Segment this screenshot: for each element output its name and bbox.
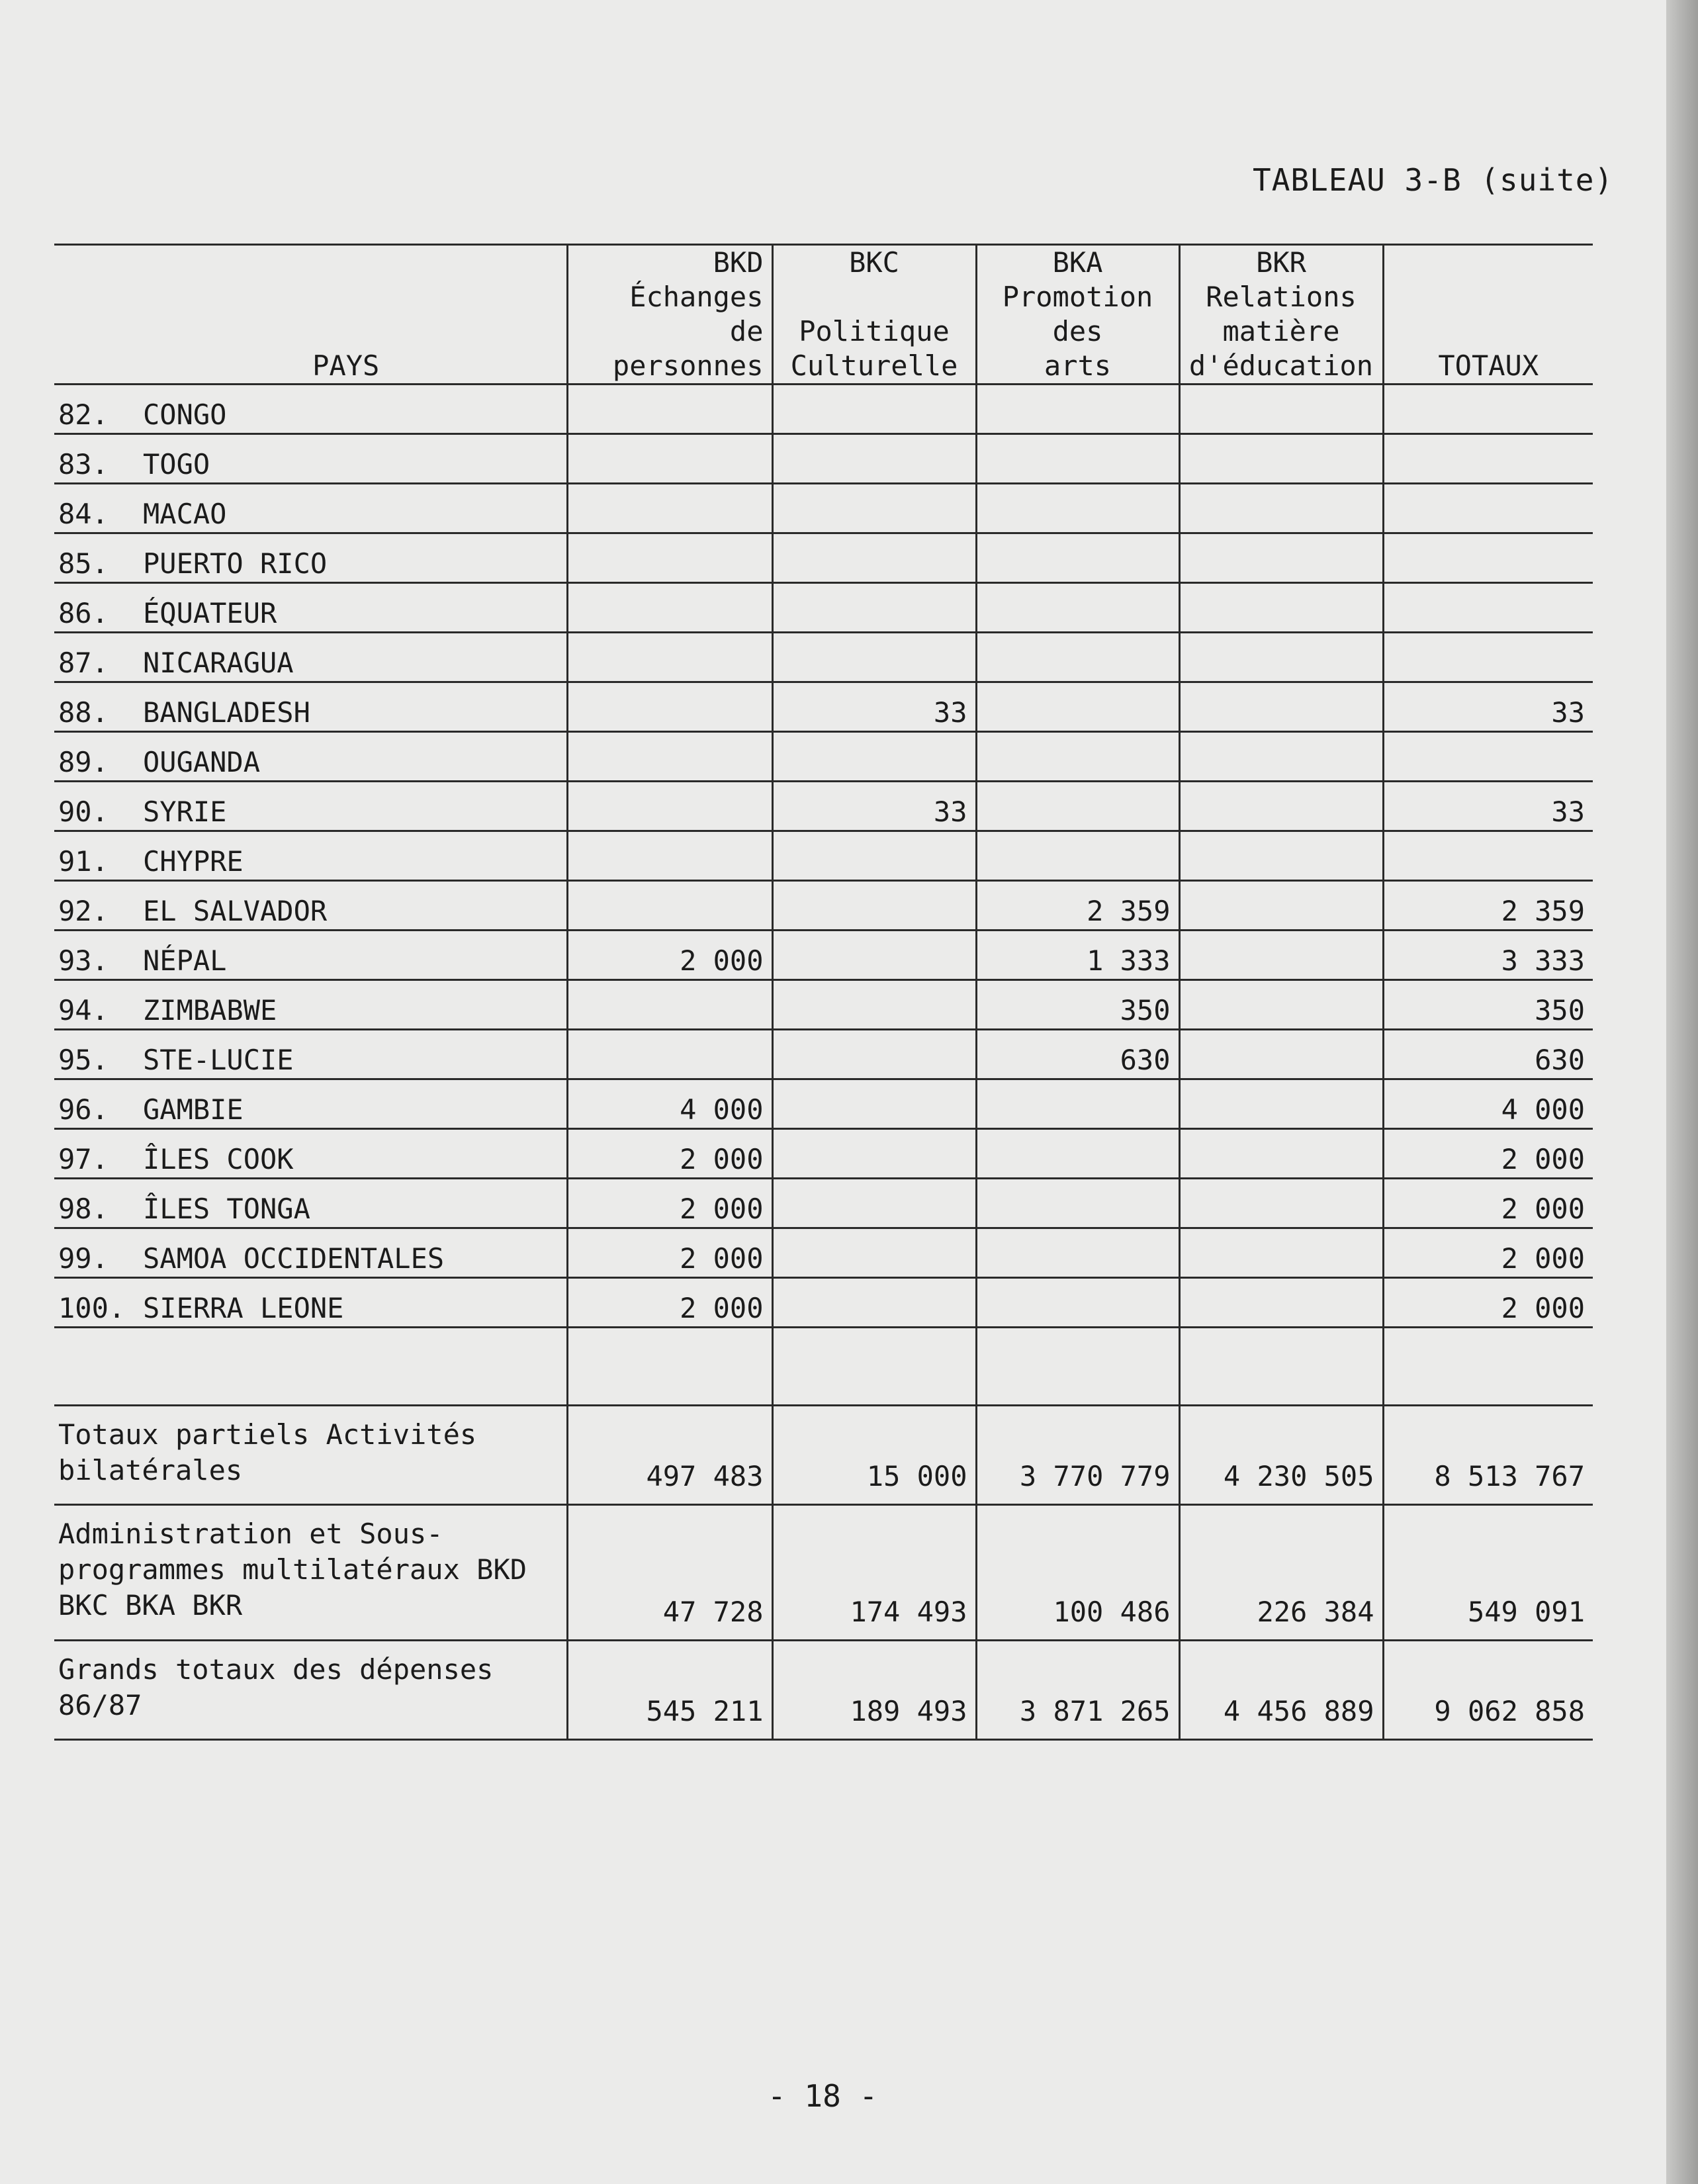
column-header-bkc: BKC Politique Culturelle (772, 245, 976, 385)
country-name: ÉQUATEUR (143, 597, 277, 629)
table-row (54, 980, 1593, 1030)
country-name: STE-LUCIE (143, 1044, 294, 1076)
spacer-row (54, 1328, 1593, 1406)
cell-totaux (1383, 732, 1593, 782)
country-cell (54, 831, 567, 881)
total-cell-totaux: 9 062 858 (1383, 1641, 1593, 1740)
cell-bka (976, 533, 1179, 583)
cell-bkd (567, 633, 772, 682)
column-header-bka: BKA Promotion des arts (976, 245, 1179, 385)
page-number: - 18 - (768, 2078, 878, 2114)
cell-bka (976, 831, 1179, 881)
row-number: 89. (58, 746, 109, 778)
country-name: OUGANDA (143, 746, 261, 778)
country-name: SIERRA LEONE (143, 1292, 344, 1324)
cell-totaux (1383, 633, 1593, 682)
cell-bkr (1179, 831, 1383, 881)
cell-bkr (1179, 484, 1383, 533)
expenses-table (54, 244, 1593, 1741)
cell-bka (976, 782, 1179, 831)
total-cell-bkd: 47 728 (567, 1505, 772, 1641)
country-name: BANGLADESH (143, 696, 310, 729)
cell-bkd (567, 385, 772, 434)
row-number: 100. (58, 1292, 126, 1324)
cell-bkc (772, 633, 976, 682)
cell-bka: 350 (976, 980, 1179, 1030)
cell-bkc (772, 1278, 976, 1328)
cell-bkd (567, 831, 772, 881)
cell-bka (976, 385, 1179, 434)
cell-bkr (1179, 782, 1383, 831)
row-number: 96. (58, 1093, 109, 1126)
cell-bka (976, 633, 1179, 682)
cell-bkr (1179, 682, 1383, 732)
cell-totaux (1383, 434, 1593, 484)
cell-bka (976, 583, 1179, 633)
cell-totaux: 630 (1383, 1030, 1593, 1079)
country-cell (54, 931, 567, 980)
cell-totaux: 2 000 (1383, 1129, 1593, 1179)
cell-totaux (1383, 583, 1593, 633)
cell-bkr (1179, 1129, 1383, 1179)
table-row (54, 1179, 1593, 1228)
totals-label: Totaux partiels Activités bilatérales (58, 1418, 477, 1486)
cell-bkc (772, 1228, 976, 1278)
table-row (54, 831, 1593, 881)
cell-bka (976, 682, 1179, 732)
cell-bkr (1179, 385, 1383, 434)
table-row (54, 782, 1593, 831)
row-number: 88. (58, 696, 109, 729)
country-cell (54, 980, 567, 1030)
totals-row (54, 1505, 1593, 1641)
row-number: 91. (58, 845, 109, 878)
table-row (54, 1030, 1593, 1079)
cell-bkc (772, 1030, 976, 1079)
cell-totaux: 2 000 (1383, 1179, 1593, 1228)
cell-totaux: 3 333 (1383, 931, 1593, 980)
row-number: 86. (58, 597, 109, 629)
column-header-totaux: TOTAUX (1383, 245, 1593, 385)
table-row (54, 732, 1593, 782)
total-cell-totaux: 549 091 (1383, 1505, 1593, 1641)
row-number: 95. (58, 1044, 109, 1076)
cell-bkr (1179, 583, 1383, 633)
cell-bkr (1179, 881, 1383, 931)
table-row (54, 682, 1593, 732)
total-cell-bka: 3 871 265 (976, 1641, 1179, 1740)
cell-bkc (772, 732, 976, 782)
cell-totaux (1383, 831, 1593, 881)
cell-bka (976, 1278, 1179, 1328)
cell-bkd (567, 782, 772, 831)
country-cell (54, 1179, 567, 1228)
total-cell-bkr: 226 384 (1179, 1505, 1383, 1641)
cell-bkr (1179, 633, 1383, 682)
table-row (54, 484, 1593, 533)
cell-bkc (772, 533, 976, 583)
cell-bkr (1179, 1079, 1383, 1129)
country-name: EL SALVADOR (143, 895, 328, 927)
row-number: 94. (58, 994, 109, 1026)
country-cell (54, 385, 567, 434)
row-number: 92. (58, 895, 109, 927)
cell-bka (976, 1079, 1179, 1129)
total-cell-bkc: 174 493 (772, 1505, 976, 1641)
country-name: SAMOA OCCIDENTALES (143, 1242, 445, 1275)
cell-bkd (567, 583, 772, 633)
cell-bkd (567, 881, 772, 931)
table-row (54, 1079, 1593, 1129)
totals-row (54, 1406, 1593, 1505)
table-row (54, 583, 1593, 633)
country-name: ÎLES COOK (143, 1143, 294, 1175)
cell-bkd (567, 980, 772, 1030)
cell-bkc (772, 1179, 976, 1228)
cell-bkc (772, 1129, 976, 1179)
row-number: 83. (58, 448, 109, 480)
total-cell-bkr: 4 230 505 (1179, 1406, 1383, 1505)
total-cell-bkr: 4 456 889 (1179, 1641, 1383, 1740)
cell-totaux: 350 (1383, 980, 1593, 1030)
total-cell-totaux: 8 513 767 (1383, 1406, 1593, 1505)
cell-bkd: 4 000 (567, 1079, 772, 1129)
country-name: PUERTO RICO (143, 547, 328, 580)
total-cell-bka: 100 486 (976, 1505, 1179, 1641)
totals-row (54, 1641, 1593, 1740)
total-cell-bkd: 545 211 (567, 1641, 772, 1740)
cell-bkr (1179, 1278, 1383, 1328)
row-number: 98. (58, 1193, 109, 1225)
cell-bkr (1179, 732, 1383, 782)
country-name: NICARAGUA (143, 647, 294, 679)
cell-bkr (1179, 533, 1383, 583)
country-cell (54, 782, 567, 831)
cell-totaux (1383, 484, 1593, 533)
table-row (54, 881, 1593, 931)
country-cell (54, 732, 567, 782)
cell-bkc (772, 980, 976, 1030)
cell-totaux (1383, 533, 1593, 583)
total-cell-bkd: 497 483 (567, 1406, 772, 1505)
total-cell-bkc: 189 493 (772, 1641, 976, 1740)
row-number: 90. (58, 796, 109, 828)
cell-bkd: 2 000 (567, 1129, 772, 1179)
column-header-bkr: BKR Relations matière d'éducation (1179, 245, 1383, 385)
cell-bkc (772, 484, 976, 533)
cell-bkd: 2 000 (567, 1179, 772, 1228)
total-cell-bka: 3 770 779 (976, 1406, 1179, 1505)
cell-bkd (567, 682, 772, 732)
cell-totaux: 2 359 (1383, 881, 1593, 931)
cell-bka (976, 434, 1179, 484)
cell-bka (976, 732, 1179, 782)
table-row (54, 1228, 1593, 1278)
totals-label: Administration et Sous-programmes multilatéraux BKD BKC BKA BKR (58, 1518, 527, 1621)
country-cell (54, 1079, 567, 1129)
cell-totaux: 33 (1383, 782, 1593, 831)
table-row (54, 633, 1593, 682)
cell-bkd (567, 434, 772, 484)
table-row (54, 434, 1593, 484)
cell-totaux: 2 000 (1383, 1278, 1593, 1328)
table-row (54, 385, 1593, 434)
table-row (54, 1278, 1593, 1328)
cell-bkr (1179, 434, 1383, 484)
cell-bkr (1179, 1030, 1383, 1079)
cell-bka (976, 1228, 1179, 1278)
country-cell (54, 1228, 567, 1278)
cell-bkd: 2 000 (567, 1278, 772, 1328)
country-cell (54, 682, 567, 732)
country-name: SYRIE (143, 796, 227, 828)
cell-bkc: 33 (772, 682, 976, 732)
row-number: 99. (58, 1242, 109, 1275)
country-cell (54, 484, 567, 533)
row-number: 97. (58, 1143, 109, 1175)
cell-bka: 630 (976, 1030, 1179, 1079)
country-cell (54, 1129, 567, 1179)
table-row (54, 931, 1593, 980)
country-name: CHYPRE (143, 845, 244, 878)
country-name: TOGO (143, 448, 210, 480)
cell-bkd (567, 484, 772, 533)
cell-bkc (772, 931, 976, 980)
country-cell (54, 1278, 567, 1328)
cell-bkc (772, 434, 976, 484)
cell-bkc: 33 (772, 782, 976, 831)
cell-bkd: 2 000 (567, 931, 772, 980)
country-name: ÎLES TONGA (143, 1193, 310, 1225)
cell-bka (976, 484, 1179, 533)
row-number: 93. (58, 944, 109, 977)
cell-bkr (1179, 980, 1383, 1030)
cell-bka (976, 1179, 1179, 1228)
cell-totaux (1383, 385, 1593, 434)
cell-bka (976, 1129, 1179, 1179)
totals-label: Grands totaux des dépenses 86/87 (58, 1653, 494, 1721)
country-cell (54, 1030, 567, 1079)
cell-bkd (567, 1030, 772, 1079)
cell-bkr (1179, 1179, 1383, 1228)
table-row (54, 1129, 1593, 1179)
cell-bkc (772, 385, 976, 434)
cell-totaux: 2 000 (1383, 1228, 1593, 1278)
cell-bkr (1179, 1228, 1383, 1278)
cell-bkd: 2 000 (567, 1228, 772, 1278)
cell-bkc (772, 1079, 976, 1129)
cell-totaux: 33 (1383, 682, 1593, 732)
country-cell (54, 434, 567, 484)
cell-bka: 2 359 (976, 881, 1179, 931)
cell-bkr (1179, 931, 1383, 980)
cell-bkc (772, 881, 976, 931)
row-number: 84. (58, 498, 109, 530)
column-header-bkd: BKD Échanges de personnes (567, 245, 772, 385)
country-name: NÉPAL (143, 944, 227, 977)
cell-bkd (567, 732, 772, 782)
row-number: 85. (58, 547, 109, 580)
cell-bkc (772, 583, 976, 633)
row-number: 82. (58, 398, 109, 431)
cell-bkc (772, 831, 976, 881)
country-name: GAMBIE (143, 1093, 244, 1126)
page-edge-shadow (1666, 0, 1698, 2184)
table-header-row (54, 245, 1593, 385)
row-number: 87. (58, 647, 109, 679)
country-name: MACAO (143, 498, 227, 530)
cell-totaux: 4 000 (1383, 1079, 1593, 1129)
column-header-pays: PAYS (312, 349, 380, 382)
country-cell (54, 881, 567, 931)
cell-bkd (567, 533, 772, 583)
cell-bka: 1 333 (976, 931, 1179, 980)
table-row (54, 533, 1593, 583)
country-cell (54, 583, 567, 633)
country-name: ZIMBABWE (143, 994, 277, 1026)
total-cell-bkc: 15 000 (772, 1406, 976, 1505)
page-title: TABLEAU 3-B (suite) (1253, 162, 1614, 198)
country-name: CONGO (143, 398, 227, 431)
country-cell (54, 533, 567, 583)
country-cell (54, 633, 567, 682)
